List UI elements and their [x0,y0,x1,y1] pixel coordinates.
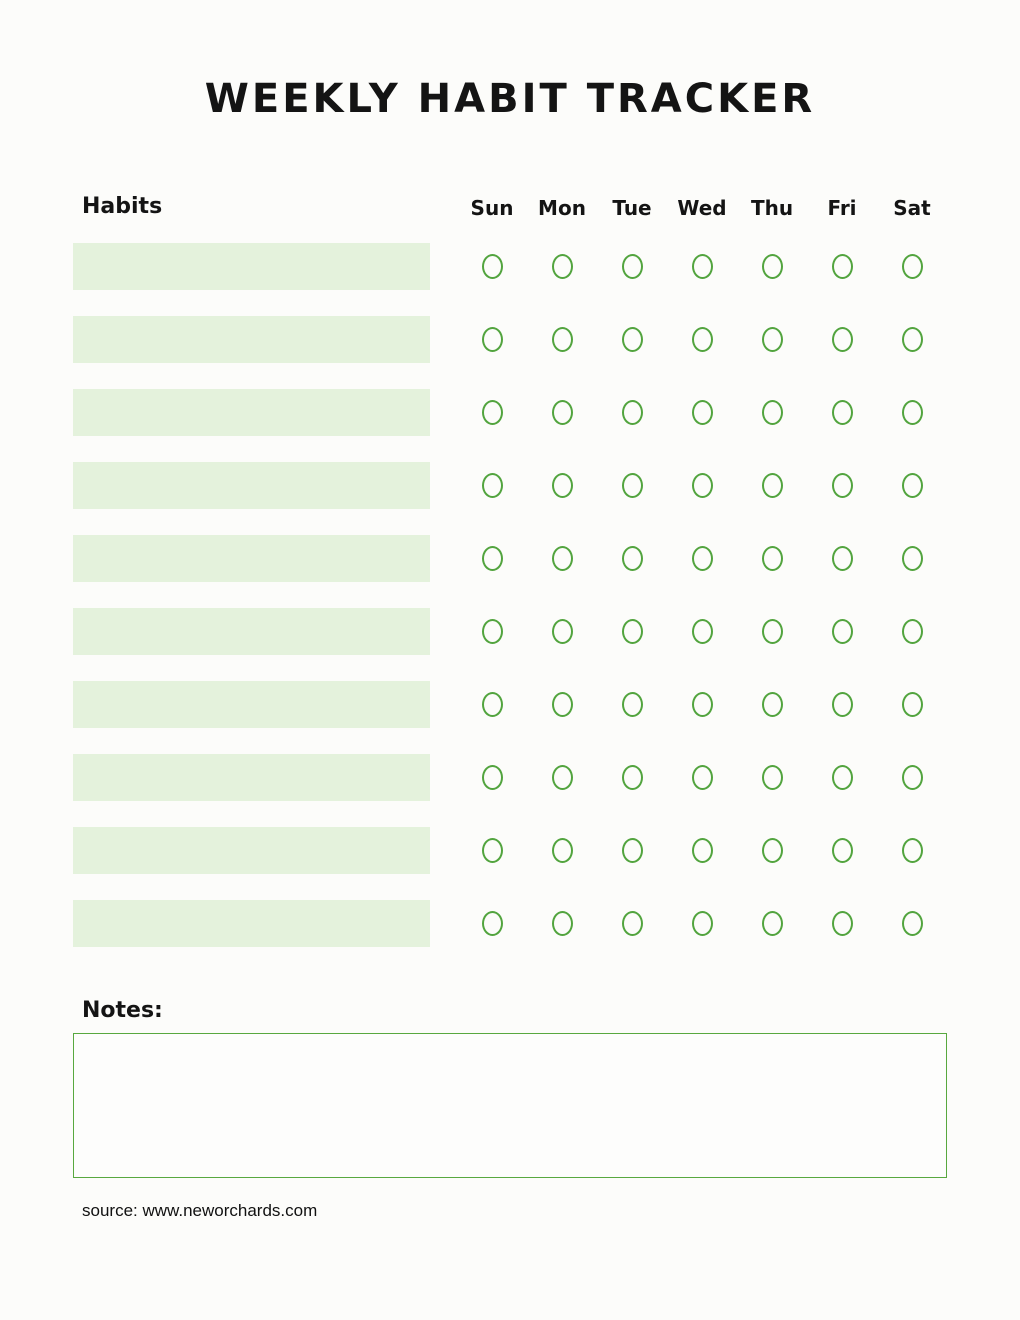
habit-check-circle[interactable] [552,765,573,790]
habit-check-circle[interactable] [832,473,853,498]
habit-check-circle[interactable] [552,327,573,352]
habit-check-circle[interactable] [552,546,573,571]
habit-row [73,681,947,754]
page-title: WEEKLY HABIT TRACKER [204,76,816,122]
habit-check-circle[interactable] [762,911,783,936]
habit-check-circle[interactable] [482,765,503,790]
day-header-mon: Mon [538,196,586,220]
habit-check-circle[interactable] [692,400,713,425]
habit-check-circle[interactable] [622,546,643,571]
habit-check-circle[interactable] [832,765,853,790]
habit-row [73,535,947,608]
habit-check-circle[interactable] [482,400,503,425]
habit-check-circle[interactable] [552,400,573,425]
habit-check-circle[interactable] [902,619,923,644]
habit-row [73,900,947,973]
habit-check-circle[interactable] [902,327,923,352]
habit-check-circle[interactable] [902,765,923,790]
habit-row [73,389,947,462]
habit-name-field[interactable] [73,243,430,290]
habit-check-circle[interactable] [902,838,923,863]
habit-check-circle[interactable] [482,838,503,863]
habit-check-circle[interactable] [692,765,713,790]
habit-check-circle[interactable] [832,911,853,936]
habit-check-circle[interactable] [762,254,783,279]
notes-input-area[interactable] [73,1033,947,1178]
habit-row [73,316,947,389]
habit-check-circle[interactable] [552,254,573,279]
habit-check-circle[interactable] [762,619,783,644]
habit-check-circle[interactable] [552,692,573,717]
habit-name-field[interactable] [73,462,430,509]
habit-check-circle[interactable] [482,692,503,717]
habit-check-circle[interactable] [692,473,713,498]
habit-name-field[interactable] [73,827,430,874]
day-header-thu: Thu [750,196,794,220]
habit-check-circle[interactable] [692,838,713,863]
habit-check-circle[interactable] [902,546,923,571]
habit-check-circle[interactable] [762,327,783,352]
habit-check-circle[interactable] [902,473,923,498]
habit-check-circle[interactable] [552,473,573,498]
habit-check-circle[interactable] [482,619,503,644]
habit-check-circle[interactable] [832,327,853,352]
habit-name-field[interactable] [73,754,430,801]
habit-check-circle[interactable] [902,911,923,936]
habit-check-circle[interactable] [482,546,503,571]
habit-check-circle[interactable] [622,400,643,425]
habit-check-circle[interactable] [622,619,643,644]
habit-check-circle[interactable] [622,692,643,717]
habit-row [73,608,947,681]
habit-check-circle[interactable] [622,254,643,279]
habit-check-circle[interactable] [762,473,783,498]
habit-check-circle[interactable] [762,765,783,790]
habit-name-field[interactable] [73,535,430,582]
habit-check-circle[interactable] [902,254,923,279]
habit-check-circle[interactable] [762,400,783,425]
habit-row [73,243,947,316]
habit-check-circle[interactable] [692,619,713,644]
habit-check-circle[interactable] [482,327,503,352]
habits-column-header: Habits [82,194,163,219]
habit-check-circle[interactable] [692,327,713,352]
habit-check-circle[interactable] [692,254,713,279]
habit-check-circle[interactable] [832,619,853,644]
habit-check-circle[interactable] [762,546,783,571]
habit-check-circle[interactable] [622,911,643,936]
habit-check-circle[interactable] [762,838,783,863]
habit-check-circle[interactable] [622,327,643,352]
habit-check-circle[interactable] [832,838,853,863]
habit-check-circle[interactable] [552,911,573,936]
habit-name-field[interactable] [73,608,430,655]
day-header-sun: Sun [470,196,514,220]
habit-name-field[interactable] [73,681,430,728]
habit-check-circle[interactable] [482,254,503,279]
habit-row [73,754,947,827]
habit-name-field[interactable] [73,316,430,363]
habit-check-circle[interactable] [832,546,853,571]
habit-check-circle[interactable] [692,546,713,571]
day-header-tue: Tue [612,196,652,220]
habit-check-circle[interactable] [832,692,853,717]
habit-check-circle[interactable] [622,765,643,790]
habit-check-circle[interactable] [902,400,923,425]
habit-check-circle[interactable] [692,911,713,936]
habit-check-circle[interactable] [832,254,853,279]
habit-check-circle[interactable] [552,838,573,863]
day-header-sat: Sat [893,196,931,220]
habit-check-circle[interactable] [482,911,503,936]
habit-check-circle[interactable] [902,692,923,717]
day-header-fri: Fri [827,196,857,220]
habit-check-circle[interactable] [622,473,643,498]
habit-check-circle[interactable] [762,692,783,717]
habit-row [73,827,947,900]
habit-name-field[interactable] [73,900,430,947]
habit-grid [73,243,947,973]
habit-name-field[interactable] [73,389,430,436]
habit-check-circle[interactable] [692,692,713,717]
habit-row [73,462,947,535]
habit-check-circle[interactable] [832,400,853,425]
source-text: source: www.neworchards.com [82,1201,318,1220]
habit-check-circle[interactable] [552,619,573,644]
notes-label: Notes: [82,998,163,1023]
habit-check-circle[interactable] [622,838,643,863]
habit-check-circle[interactable] [482,473,503,498]
day-header-wed: Wed [677,196,727,220]
